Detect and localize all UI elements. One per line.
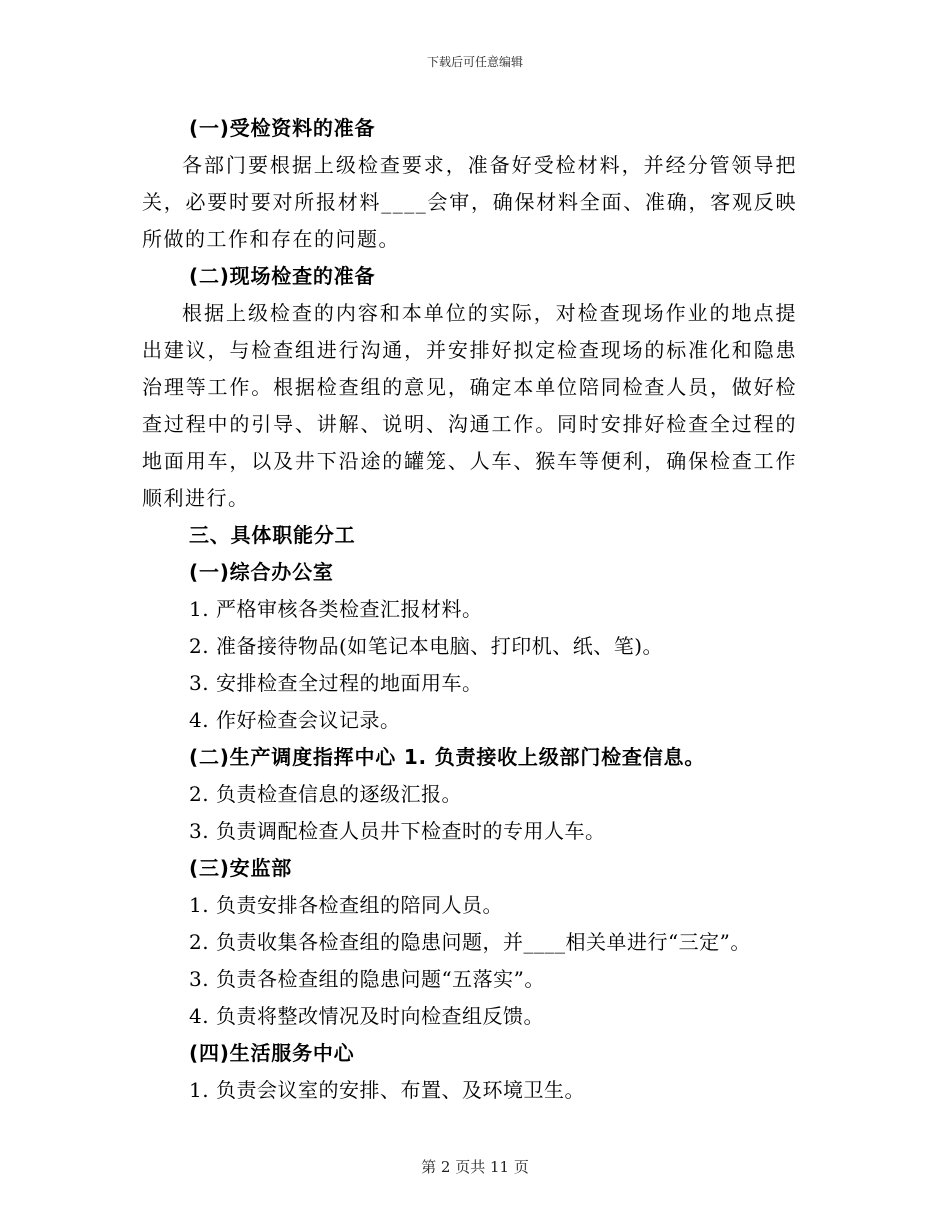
list-item: 2. 准备接待物品(如笔记本电脑、打印机、纸、笔)。 bbox=[189, 634, 664, 658]
section-heading-site: (二)现场检查的准备 bbox=[189, 264, 376, 288]
list-item: 4. 负责将整改情况及时向检查组反馈。 bbox=[189, 1004, 544, 1028]
page-header: 下载后可任意编辑 bbox=[426, 55, 523, 69]
part-title-duties: 三、具体职能分工 bbox=[189, 523, 356, 547]
service-heading: (四)生活服务中心 bbox=[189, 1041, 355, 1065]
list-item: 2. 负责收集各检查组的隐患问题，并____相关单进行“三定”。 bbox=[189, 930, 751, 954]
list-item: 3. 负责调配检查人员井下检查时的专用人车。 bbox=[189, 819, 606, 843]
list-item: 2. 负责检查信息的逐级汇报。 bbox=[189, 782, 462, 806]
safety-heading: (三)安监部 bbox=[189, 856, 293, 880]
section-paragraph-site: 根据上级检查的内容和本单位的实际，对检查现场作业的地点提出建议，与检查组进行沟通，并安排好拟定检查现场的标准化和隐患治理等工作。根据检查组的意见，确定本单位陪同检查人员，做好检查过程中的引导、讲解、说明、沟通工作。同时安排好检查全过程的地面用车，以及井下沿途的罐笼、人车、猴车等便利，确保检查工作顺利进行。 bbox=[142, 301, 797, 510]
page-footer: 第 2 页共 11 页 bbox=[421, 1158, 529, 1176]
office-heading: (一)综合办公室 bbox=[189, 560, 334, 584]
dispatch-heading: (二)生产调度指挥中心 1. 负责接收上级部门检查信息。 bbox=[189, 745, 706, 769]
list-item: 3. 负责各检查组的隐患问题“五落实”。 bbox=[189, 967, 545, 991]
list-item: 1. 负责会议室的安排、布置、及环境卫生。 bbox=[189, 1078, 585, 1102]
list-item: 3. 安排检查全过程的地面用车。 bbox=[189, 671, 483, 695]
section-heading-materials: (一)受检资料的准备 bbox=[189, 116, 376, 140]
section-paragraph-materials: 各部门要根据上级检查要求，准备好受检材料，并经分管领导把关，必要时要对所报材料____会审，确保材料全面、准确，客观反映所做的工作和存在的问题。 bbox=[142, 153, 797, 251]
list-item: 1. 严格审核各类检查汇报材料。 bbox=[189, 597, 483, 621]
document-body bbox=[142, 110, 797, 1109]
list-item: 1. 负责安排各检查组的陪同人员。 bbox=[189, 893, 503, 917]
list-item: 4. 作好检查会议记录。 bbox=[189, 708, 401, 732]
